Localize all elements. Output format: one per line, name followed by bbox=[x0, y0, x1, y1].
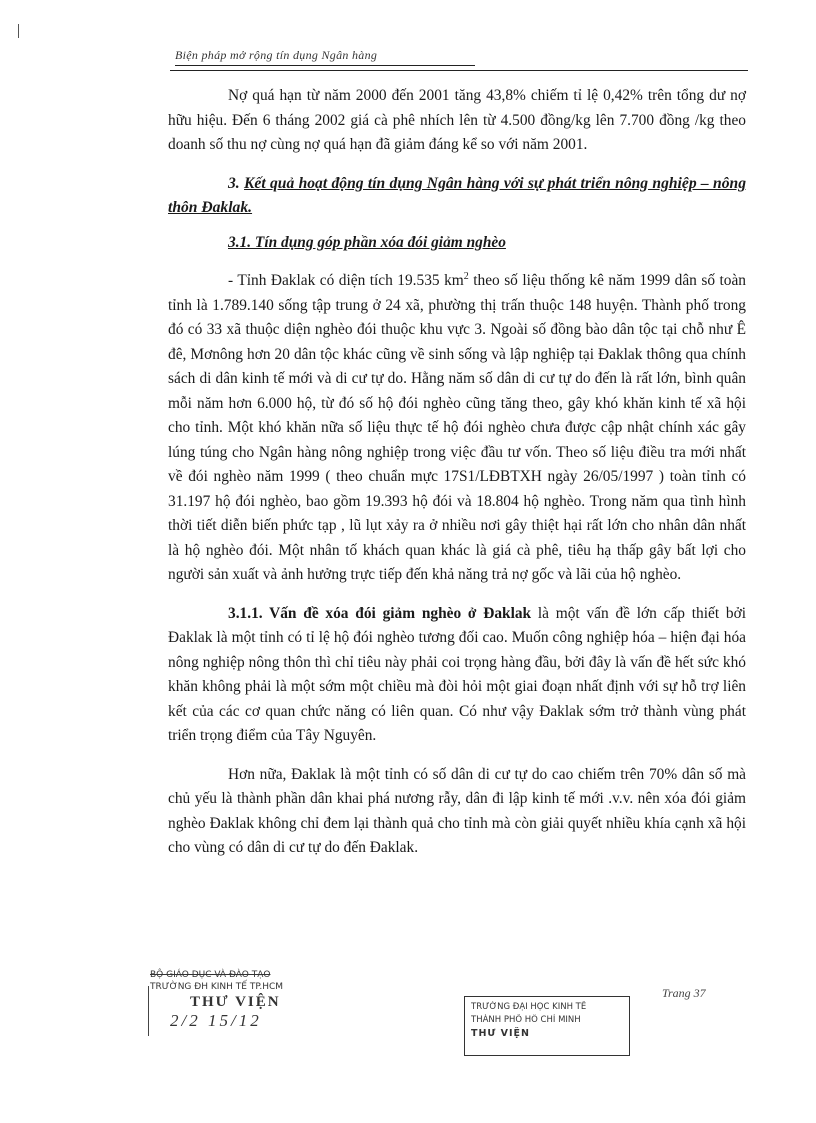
paragraph-overdue-debt: Nợ quá hạn từ năm 2000 đến 2001 tăng 43,8% chiếm tỉ lệ 0,42% trên tổng dư nợ hữu hiệu. Đến 6 tháng 2002 giá cà phê nhích lên từ 4.500 đồng/kg lên 7.700 đồng /kg theo doanh số thu nợ cùng nợ quá hạn đã giảm đáng kể so với năm 2001. bbox=[168, 87, 746, 153]
stamp-ministry: BỘ GIÁO DỤC VÀ ĐÀO TẠO bbox=[150, 970, 271, 980]
paragraph-poverty-issue-text: là một vấn đề lớn cấp thiết bởi Đaklak là một tỉnh có tỉ lệ hộ đói nghèo tương đối cao. Muốn công nghiệp hóa – hiện đại hóa nông nghiệp nông thôn thì chỉ tiêu này phải coi trọng hàng đầu, bởi đây là vấn đề hết sức khó khăn không phải là một sớm một chiều mà đòi hỏi một giai đoạn nhất định với sự hỗ trợ liên kết của các cơ quan chức năng có liên quan. Có như vậy Đaklak sớm trở thành vùng phát triển trọng điểm của Tây Nguyên. bbox=[168, 604, 746, 744]
page-body bbox=[168, 84, 746, 861]
library-stamp-left bbox=[150, 970, 330, 1042]
stamp-library: THƯ VIỆN bbox=[190, 994, 281, 1010]
stamp-handwritten-number: 2/2 15/12 bbox=[170, 1011, 262, 1030]
header-rule bbox=[170, 70, 748, 71]
running-header: Biện pháp mở rộng tín dụng Ngân hàng bbox=[175, 48, 475, 66]
paragraph-migration: Hơn nữa, Đaklak là một tỉnh có số dân di cư tự do cao chiếm trên 70% dân số mà chủ yếu là thành phần dân khai phá nương rẫy, dân đi lập kinh tế mới .v.v. nên xóa đói giảm nghèo Đaklak không chỉ đem lại thành quả cho tỉnh mà còn giải quyết nhiều khía cạnh xã hội cho vùng có dân di cư tự do đến Đaklak. bbox=[168, 765, 746, 856]
stamp-box-line1: TRƯỜNG ĐẠI HỌC KINH TẾ bbox=[471, 1002, 587, 1012]
library-stamp-box bbox=[464, 996, 630, 1056]
stamp-bracket bbox=[148, 986, 149, 1036]
subsection-heading-3-1-1: 3.1.1. Vấn đề xóa đói giảm nghèo ở Đaklak bbox=[228, 604, 532, 622]
paragraph-poverty-issue bbox=[168, 602, 746, 749]
paragraph-daklak-population-text: theo số liệu thống kê năm 1999 dân số toàn tỉnh là 1.789.140 sống tập trung ở 24 xã, phường thị trấn thuộc 148 huyện. Thành phố trong đó có 33 xã thuộc diện nghèo đói thuộc khu vực 3. Ngoài số đồng bào dân tộc tại chỗ như Ê đê, Mơnông hơn 20 dân tộc khác cũng về sinh sống và lập nghiệp tại Đaklak thông qua chính sách di dân kinh tế mới và di cư tự do. Hằng năm số dân di cư tự do đến là rất lớn, bình quân mỗi năm hơn 6.000 hộ, từ đó số hộ đói nghèo cũng tăng theo, gây khó khăn kinh tế xã hội cho tỉnh. Một khó khăn nữa số liệu thực tế hộ đói nghèo chưa được cập nhật chính xác gây lúng túng cho Ngân hàng nông nghiệp trong việc đầu tư vốn. Theo số liệu điều tra mới nhất về đói nghèo năm 1999 ( theo chuẩn mực 17S1/LĐBTXH ngày 26/05/1997 ) toàn tỉnh có 31.197 hộ đói nghèo, bao gồm 19.393 hộ đói và 18.804 hộ nghèo. Trong năm qua tình hình thời tiết diễn biến phức tạp , lũ lụt xảy ra ở nhiều nơi gây thiệt hại rất lớn cho nhân dân nhất là hộ nghèo đói. Một nhân tố khách quan khác là giá cà phê, tiêu hạ thấp gây bất lợi cho người sản xuất và ảnh hưởng trực tiếp đến khả năng trả nợ gốc và lãi của hộ nghèo. bbox=[168, 272, 746, 583]
section-heading-3-number: 3. bbox=[228, 174, 240, 192]
stamp-box-line2: THÀNH PHỐ HỒ CHÍ MINH bbox=[471, 1015, 581, 1025]
section-heading-3-text: Kết quả hoạt động tín dụng Ngân hàng với sự phát triển nông nghiệp – nông thôn Đaklak. bbox=[168, 174, 746, 216]
scan-edge-mark bbox=[18, 24, 19, 38]
stamp-university: TRƯỜNG ĐH KINH TẾ TP.HCM bbox=[150, 982, 284, 992]
page-number: Trang 37 bbox=[662, 986, 706, 1000]
superscript-2: 2 bbox=[463, 270, 469, 282]
stamp-box-line3: THƯ VIỆN bbox=[471, 1028, 531, 1039]
subsection-heading-3-1: 3.1. Tín dụng góp phần xóa đói giảm nghèo bbox=[228, 233, 506, 251]
section-heading-3 bbox=[168, 172, 746, 221]
paragraph-daklak-population bbox=[168, 269, 746, 588]
paragraph-daklak-area-text: - Tỉnh Đaklak có diện tích 19.535 km bbox=[228, 272, 464, 289]
